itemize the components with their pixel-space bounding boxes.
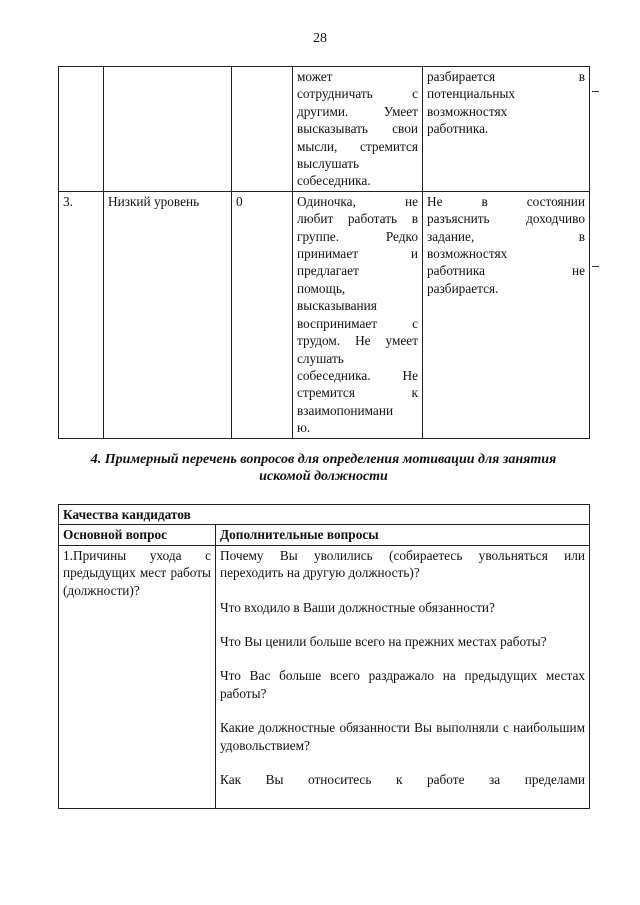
text-line: группе. Редко [297, 228, 418, 244]
margin-mark [592, 91, 599, 92]
behavior-cell [293, 191, 423, 438]
margin-mark [592, 266, 599, 267]
text-line: собеседника. Не [297, 367, 418, 383]
row-number-cell [59, 67, 104, 192]
assessment-cell [423, 191, 590, 438]
text-line: сотрудничать с [297, 86, 418, 102]
question-item: Какие должностные обязанности Вы выполняли с наибольшим удовольствием? [220, 720, 585, 753]
text-line: другими. Умеет [297, 103, 418, 119]
text-line: работника не [427, 263, 585, 279]
text-line: может [297, 69, 333, 84]
level-cell: Низкий уровень [104, 191, 232, 438]
main-question-cell: 1.Причины ухода с предыдущих мест работы (должности)? [59, 545, 216, 808]
text-line: взаимопонимани [297, 402, 394, 418]
question-item: Что Вас больше всего раздражало на предыдущих местах работы? [220, 668, 585, 701]
text-line: мысли, стремится [297, 138, 418, 154]
text-line: разбирается. [427, 280, 499, 296]
table-row [59, 505, 590, 525]
text-line: высказывать свои [297, 121, 418, 137]
text-line: возможностях [427, 103, 508, 119]
text-line: выслушать [297, 156, 360, 172]
question-item: Что входило в Ваши должностные обязанности? [220, 599, 495, 615]
text-line: слушать [297, 350, 344, 366]
text-line: собеседника. [297, 173, 371, 189]
section-heading-line: 4. Примерный перечень вопросов для определения мотивации для занятия [90, 452, 557, 467]
table-title: Качества кандидатов [59, 505, 590, 525]
column-header-main: Основной вопрос [59, 525, 216, 545]
extra-questions-cell [216, 545, 590, 808]
text-line: любит работать в [297, 211, 418, 227]
behavior-cell [293, 67, 423, 192]
question-item: Что Вы ценили больше всего на прежних местах работы? [220, 634, 547, 650]
table-row [59, 191, 590, 438]
table-row [59, 525, 590, 545]
column-header-extra: Дополнительные вопросы [216, 525, 590, 545]
score-cell [232, 67, 293, 192]
text-line: работника. [427, 121, 489, 137]
table-row [59, 545, 590, 808]
question-item: Почему Вы уволились (собираетесь увольняться или переходить на другую должность)? [220, 547, 585, 581]
table-row [59, 67, 590, 192]
text-line: принимает и [297, 246, 418, 262]
text-line: помощь, [297, 280, 346, 296]
text-line: воспринимает с [297, 315, 418, 331]
text-line: Не в состоянии [427, 193, 585, 209]
assessment-cell [423, 67, 590, 192]
section-heading-line: искомой должности [259, 469, 388, 484]
score-cell: 0 [232, 191, 293, 438]
text-line: стремится к [297, 385, 418, 401]
text-line: трудом. Не умеет [297, 333, 418, 349]
questions-table [58, 504, 590, 809]
row-number-cell: 3. [59, 191, 104, 438]
question-item: Как Вы относитесь к работе за пределами [220, 772, 585, 788]
text-line: предлагает [297, 263, 359, 279]
text-line: разъяснить доходчиво [427, 211, 585, 227]
levels-table [58, 66, 590, 439]
text-line: Одиночка, не [297, 193, 418, 209]
text-line: ю. [297, 420, 311, 436]
section-heading [58, 451, 589, 485]
page-number: 28 [313, 31, 327, 46]
text-line: разбирается в [427, 69, 585, 84]
text-line: потенциальных [427, 86, 516, 102]
text-line: возможностях [427, 246, 508, 262]
text-line: задание, в [427, 228, 585, 244]
level-cell [104, 67, 232, 192]
text-line: высказывания [297, 298, 377, 314]
